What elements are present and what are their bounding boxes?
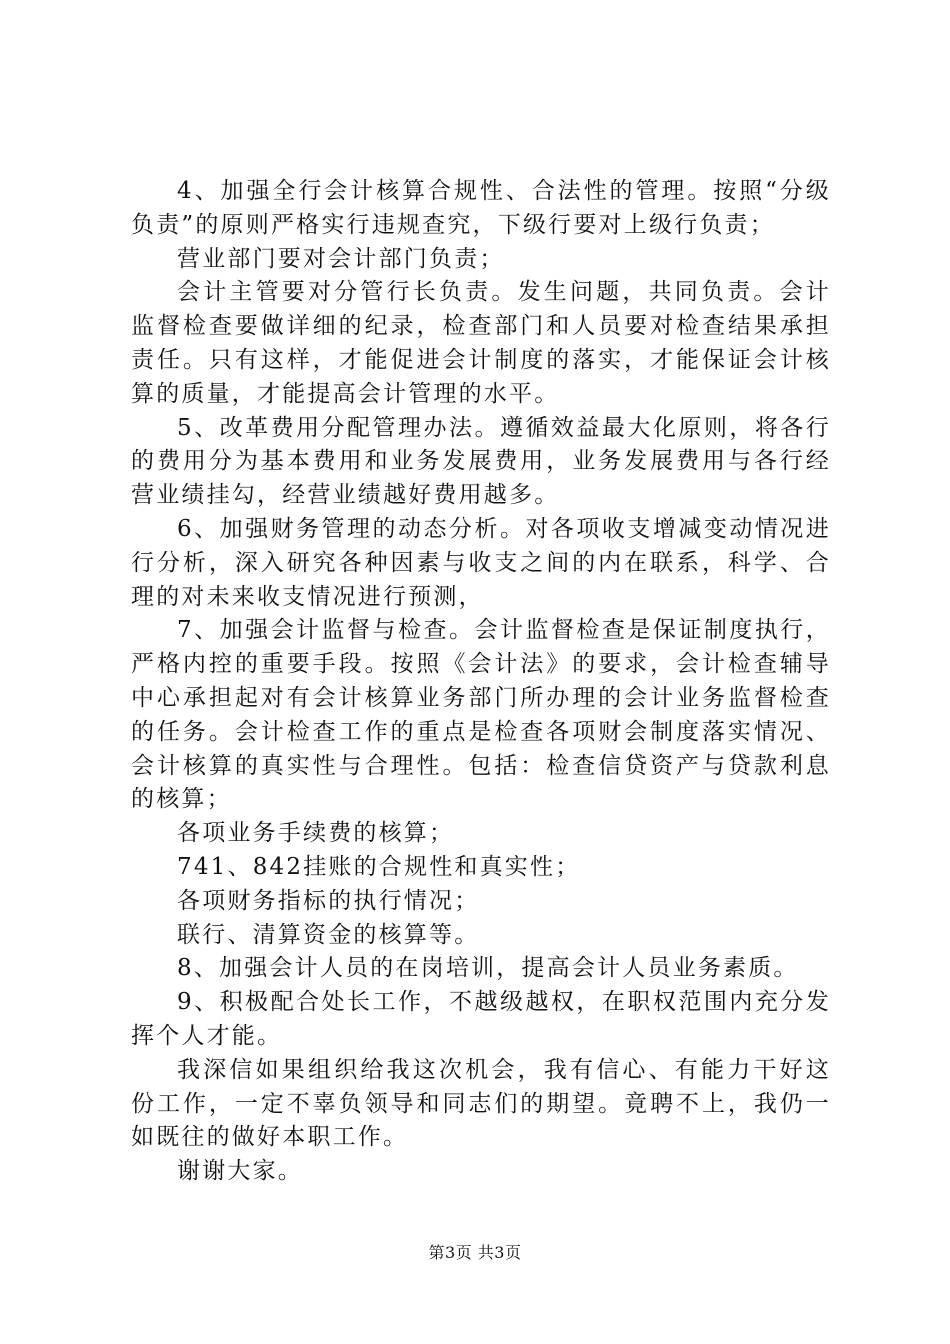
paragraph: 7、加强会计监督与检查。会计监督检查是保证制度执行，严格内控的重要手段。按照《会计法》的要求，会计检查辅导中心承担起对有会计核算业务部门所办理的会计业务监督检查的任务。会计检查工作的重点是检查各项财会制度落实情况、会计核算的真实性与合理性。包括：检查信贷资产与贷款利息的核算； — [131, 617, 831, 813]
paragraph: 会计主管要对分管行长负责。发生问题，共同负责。会计监督检查要做详细的纪录，检查部门和人员要对检查结果承担责任。只有这样，才能促进会计制度的落实，才能保证会计核算的质量，才能提高会计管理的水平。 — [131, 279, 831, 407]
paragraph: 4、加强全行会计核算合规性、合法性的管理。按照“分级负责”的原则严格实行违规查究，下级行要对上级行负责； — [131, 178, 831, 238]
paragraph: 联行、清算资金的核算等。 — [177, 921, 480, 948]
page-number-footer: 第3页 共3页 — [428, 1243, 522, 1262]
paragraph: 我深信如果组织给我这次机会，我有信心、有能力干好这份工作，一定不辜负领导和同志们的期望。竟聘不上，我仍一如既往的做好本职工作。 — [131, 1056, 831, 1151]
document-body — [131, 175, 831, 1189]
paragraph: 营业部门要对会计部门负责； — [177, 245, 505, 272]
paragraph: 各项财务指标的执行情况； — [177, 887, 480, 914]
paragraph: 9、积极配合处长工作，不越级越权，在职权范围内充分发挥个人才能。 — [131, 989, 831, 1049]
paragraph: 8、加强会计人员的在岗培训，提高会计人员业务素质。 — [177, 955, 799, 982]
paragraph: 5、改革费用分配管理办法。遵循效益最大化原则，将各行的费用分为基本费用和业务发展费用，业务发展费用与各行经营业绩挂勾，经营业绩越好费用越多。 — [131, 414, 831, 509]
paragraph: 谢谢大家。 — [177, 1158, 303, 1185]
paragraph: 6、加强财务管理的动态分析。对各项收支增减变动情况进行分析，深入研究各种因素与收支之间的内在联系，科学、合理的对未来收支情况进行预测， — [131, 515, 831, 610]
paragraph: 各项业务手续费的核算； — [177, 820, 455, 847]
paragraph: 741、842挂账的合规性和真实性； — [177, 853, 581, 880]
